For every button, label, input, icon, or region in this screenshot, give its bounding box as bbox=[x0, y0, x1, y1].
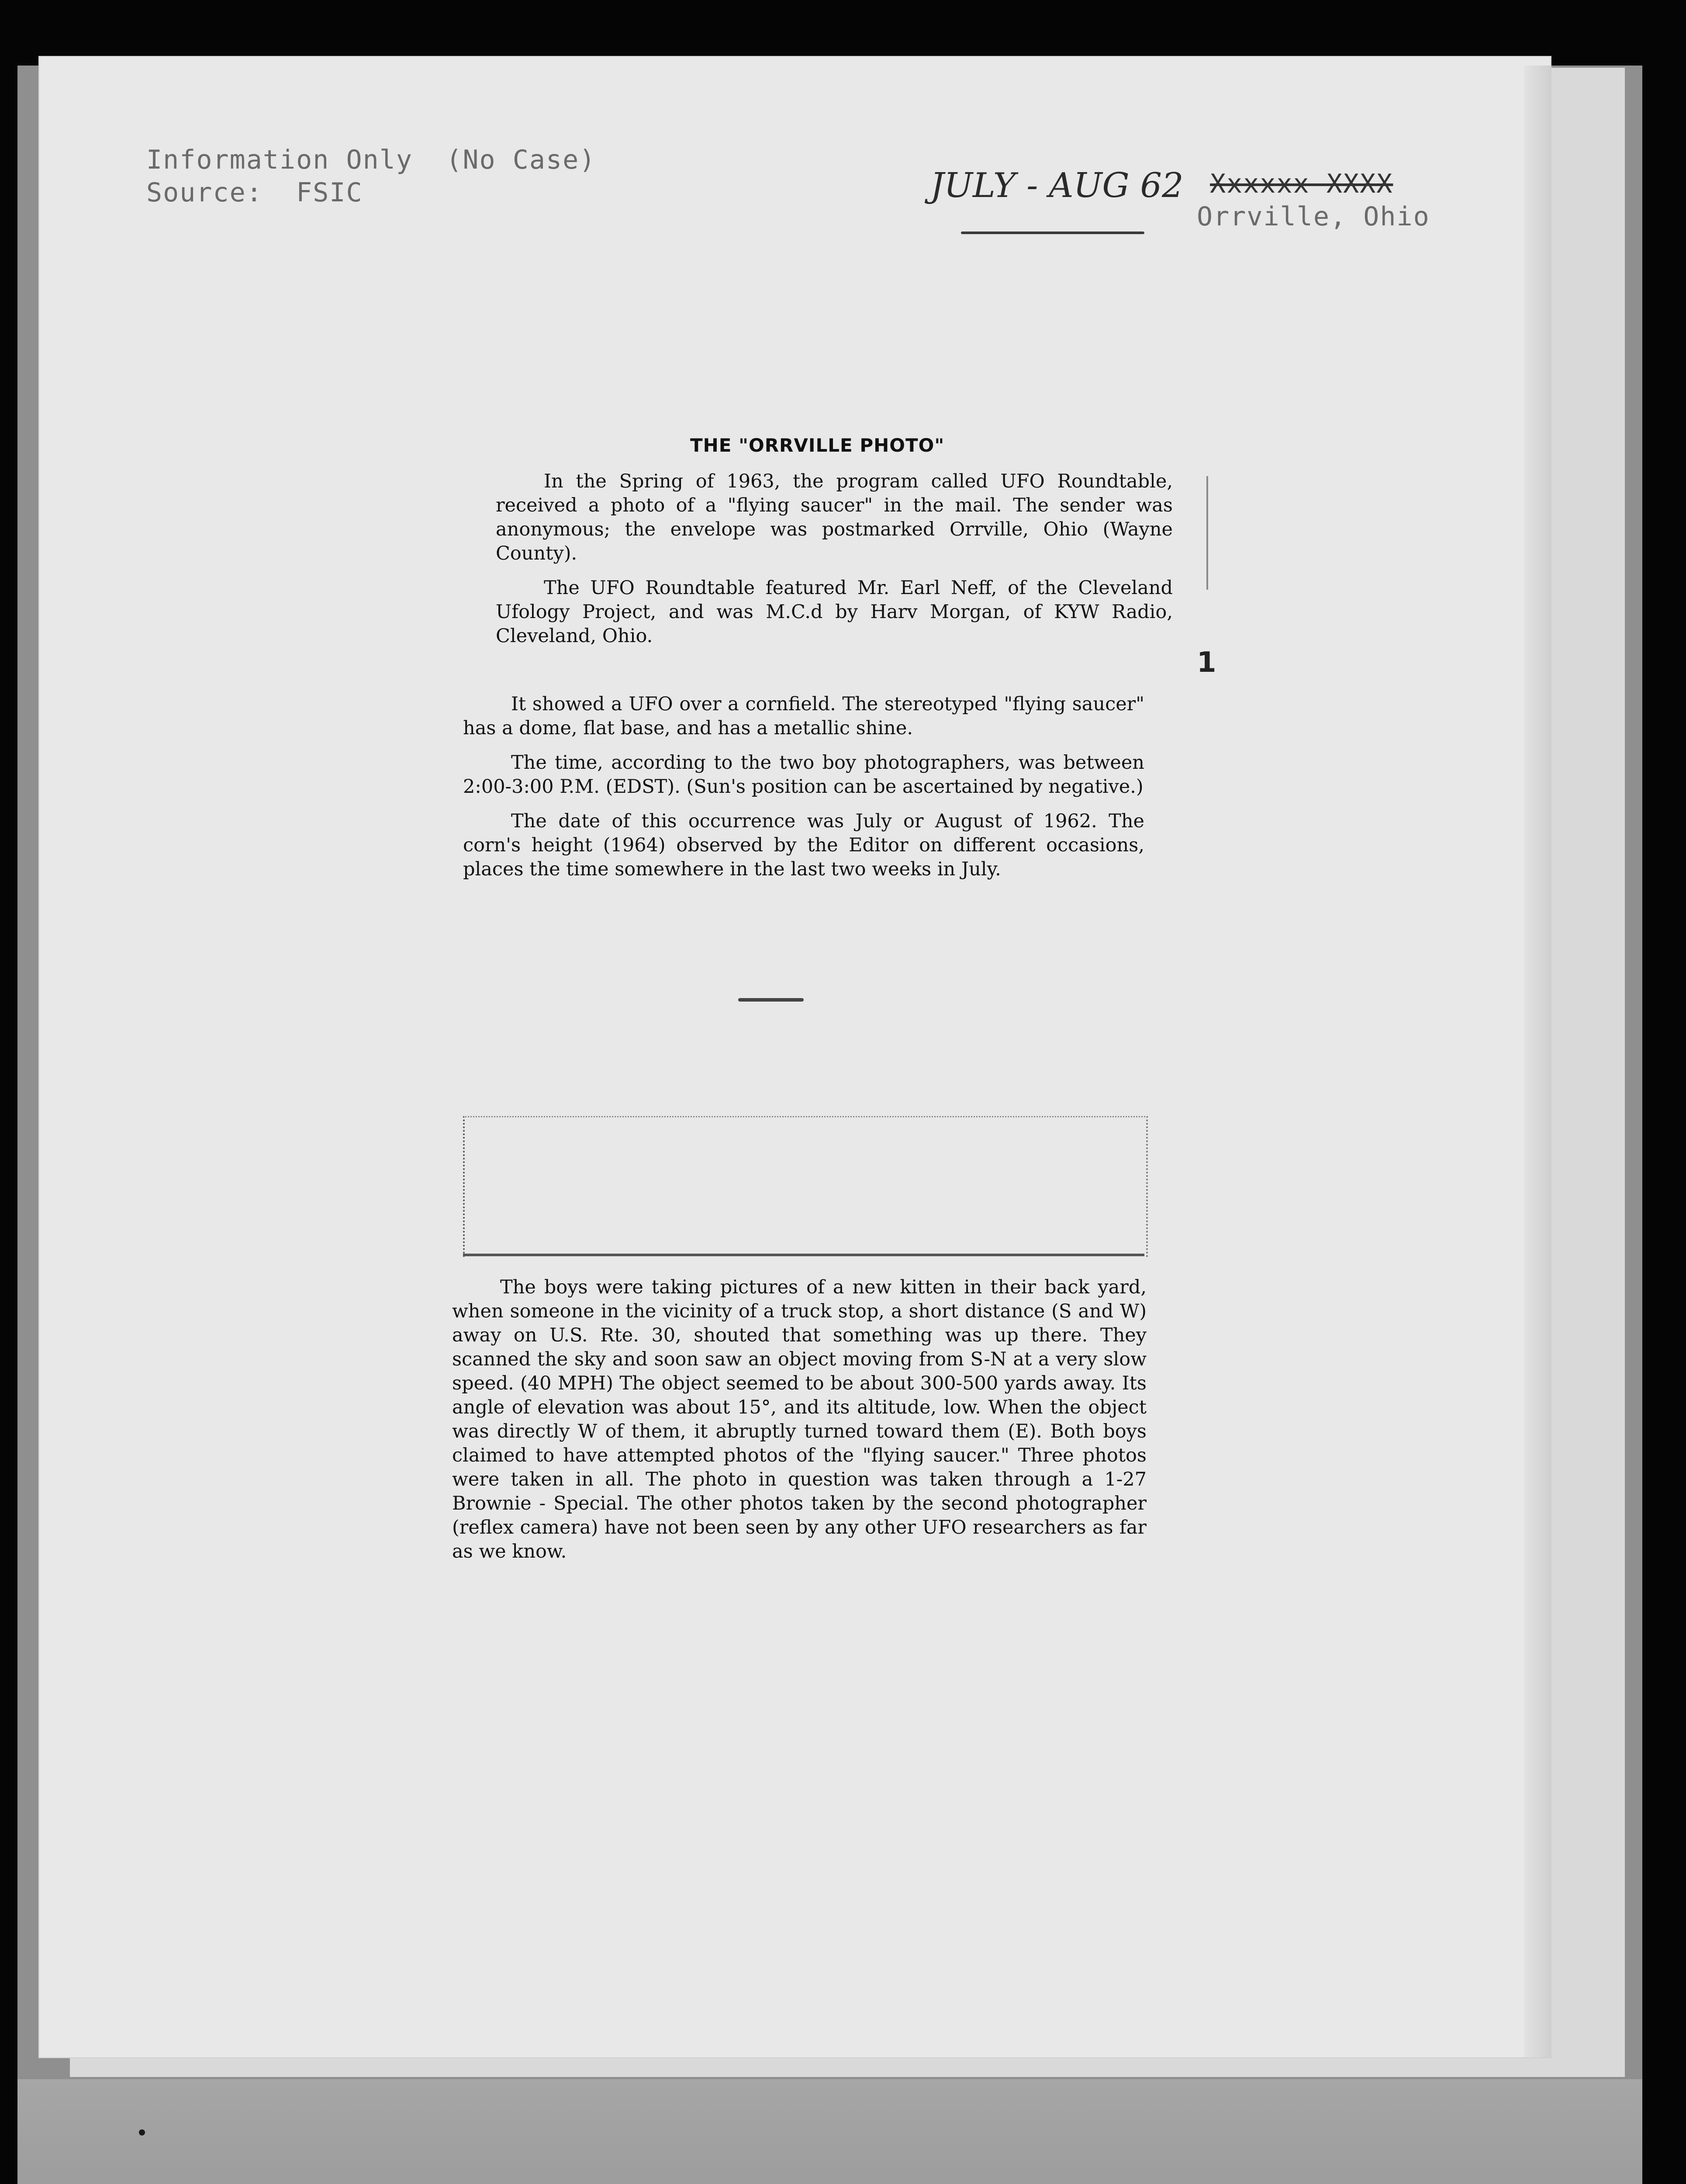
clipping-title: THE "ORRVILLE PHOTO" bbox=[690, 435, 945, 456]
clipping-middle-block bbox=[463, 692, 1144, 892]
sheet-edge-shade bbox=[1524, 66, 1551, 2057]
clipping-paragraph: The time, according to the two boy photographers, was between 2:00-3:00 P.M. (EDST). (Sun's position can be ascertained by negative.) bbox=[463, 752, 1144, 798]
photo-placeholder-frame bbox=[463, 1116, 1148, 1257]
clipping-paragraph: The boys were taking pictures of a new kitten in their back yard, when someone in the vicinity of a truck stop, a short distance (S and W) away on U.S. Rte. 30, shouted that something was up there. They scanned the sky and soon saw an object moving from S-N at a very slow speed. (40 MPH) The object seemed to be about 300-500 yards away. Its angle of elevation was about 15°, and its altitude, low. When the object was directly W of them, it abruptly turned toward them (E). Both boys claimed to have attempted photos of the "flying saucer." Three photos were taken in all. The photo in question was taken through a 1-27 Brownie - Special. The other photos taken by the second photographer (reflex camera) have not been seen by any other UFO researchers as far as we know. bbox=[452, 1276, 1147, 1562]
clipping-paragraph: It showed a UFO over a cornfield. The stereotyped "flying saucer" has a dome, flat base, and has a metallic shine. bbox=[463, 693, 1144, 739]
clipping-bottom-block bbox=[452, 1275, 1147, 1574]
mount-board-lower bbox=[17, 2079, 1642, 2184]
margin-mark: 1 bbox=[1197, 646, 1216, 679]
header-location: Orrville, Ohio bbox=[1197, 201, 1430, 232]
photo-frame-bottom bbox=[463, 1254, 1144, 1256]
handwritten-underline bbox=[961, 232, 1144, 234]
clipping-top-block bbox=[496, 470, 1173, 659]
document-sheet bbox=[39, 57, 1551, 2057]
handwritten-date: JULY - AUG 62 bbox=[930, 166, 1184, 205]
clipping-paragraph: The date of this occurrence was July or August of 1962. The corn's height (1964) observed by the Editor on different occasions, places the time somewhere in the last two weeks in July. bbox=[463, 810, 1144, 880]
header-info-line: Information Only (No Case) bbox=[146, 145, 596, 175]
margin-rule bbox=[1206, 476, 1208, 590]
separator-dash bbox=[738, 998, 804, 1002]
header-source-line: Source: FSIC bbox=[146, 177, 363, 208]
clipping-paragraph: The UFO Roundtable featured Mr. Earl Neff, of the Cleveland Ufology Project, and was M.C.d by Harv Morgan, of KYW Radio, Cleveland, Ohio. bbox=[496, 577, 1173, 647]
scan-dot bbox=[139, 2129, 145, 2136]
struck-typed-text: Xxxxxx XXXX bbox=[1210, 169, 1393, 199]
clipping-paragraph: In the Spring of 1963, the program called UFO Roundtable, received a photo of a "flying saucer" in the mail. The sender was anonymous; the envelope was postmarked Orrville, Ohio (Wayne County). bbox=[496, 470, 1173, 564]
